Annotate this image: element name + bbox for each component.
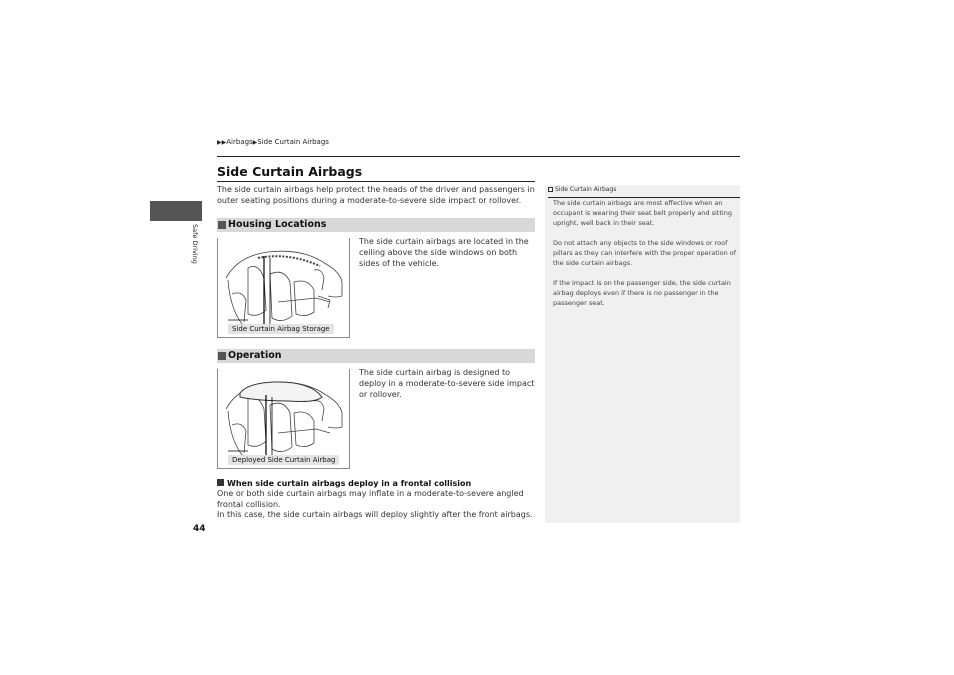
housing-locations-heading-bar [217,218,535,232]
figure-caption: Deployed Side Curtain Airbag [228,455,339,465]
reference-box-icon [548,187,553,192]
section-square-icon [218,221,226,229]
sidebar-heading [548,186,616,193]
sidebar-paragraph-3: If the impact is on the passenger side, the side curtain airbag deploys even if there is no passenger in the passenger seat. [553,279,731,307]
frontal-collision-heading-text: When side curtain airbags deploy in a frontal collision [227,479,472,488]
housing-figure [217,238,350,338]
sidebar-notes-panel [545,185,740,523]
section-square-icon [218,352,226,360]
intro-paragraph: The side curtain airbags help protect the heads of the driver and passengers in outer seating positions during a moderate-to-severe side impact or rollover. [217,185,535,205]
frontal-collision-heading [217,479,471,488]
breadcrumb-arrows: ▶▶ [217,139,227,146]
car-interior-storage-illustration [218,238,351,338]
page-title: Side Curtain Airbags [217,164,363,179]
sidebar-paragraph-2: Do not attach any objects to the side windows or roof pillars as they can interfere with the proper operation of the side curtain airbags. [553,239,737,267]
frontal-collision-line-1: One or both side curtain airbags may inflate in a moderate-to-severe angled frontal collision. [217,489,524,509]
figure-caption: Side Curtain Airbag Storage [228,324,334,334]
breadcrumb-separator: ▶ [252,139,258,146]
breadcrumb-airbags[interactable]: Airbags [226,138,253,146]
housing-locations-heading: Housing Locations [228,219,327,230]
frontal-collision-line-2: In this case, the side curtain airbags will deploy slightly after the front airbags. [217,510,533,519]
section-tab-label [191,224,201,284]
breadcrumb [217,138,329,146]
breadcrumb-side-curtain-airbags[interactable]: Side Curtain Airbags [257,138,329,146]
header-rule [217,156,740,157]
title-rule [217,181,535,182]
page-number: 44 [193,524,206,534]
operation-figure [217,369,350,469]
operation-heading-bar [217,349,535,363]
section-tab-text: Safe Driving [191,224,199,264]
operation-heading: Operation [228,350,282,361]
car-interior-deployed-illustration [218,369,351,469]
sidebar-paragraph-1: The side curtain airbags are most effective when an occupant is wearing their seat belt properly and sitting upright, well back in their seat. [553,199,732,227]
note-square-icon [217,479,224,486]
operation-description: The side curtain airbag is designed to deploy in a moderate-to-severe side impact or rollover. [359,368,535,399]
section-tab-marker[interactable] [150,201,202,221]
frontal-collision-body [217,489,537,521]
housing-description: The side curtain airbags are located in the ceiling above the side windows on both sides of the vehicle. [359,237,529,268]
sidebar-heading-text: Side Curtain Airbags [555,186,617,193]
